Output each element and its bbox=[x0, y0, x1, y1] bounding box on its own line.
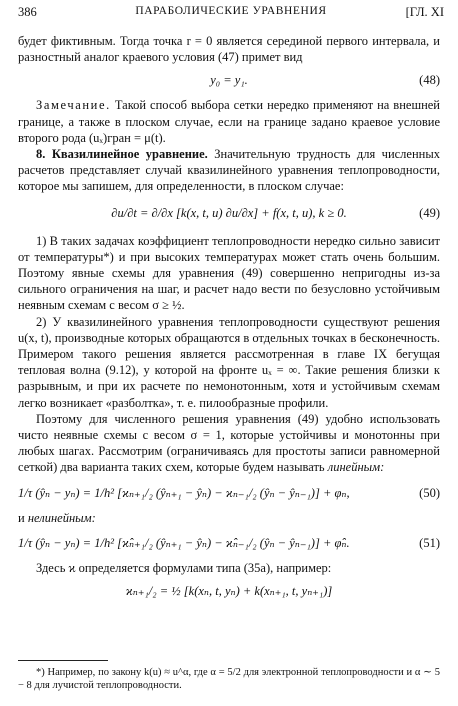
footnote-rule bbox=[18, 660, 108, 661]
section-8-heading: 8. Квазилинейное уравнение. bbox=[36, 147, 208, 162]
page-body bbox=[18, 33, 440, 606]
remark-text: Такой способ выбора сетки нередко применяют на внешней границе, а также в плоском случае, если на границе задано краевое условие второго рода (uₓ)гран = μ(t). bbox=[18, 98, 440, 145]
equation-48 bbox=[18, 69, 440, 91]
paragraph-4-text: Поэтому для численного решения уравнения (49) удобно использовать чисто неявные схемы с весом σ = 1, которые устойчивы и монотонны при любых шагах. Рассмотрим (ограничиваясь для простоты записи равномерной сеткой) два варианта таких схем, которые будем называть bbox=[18, 411, 440, 475]
equation-51-formula: 1/τ (ŷₙ − yₙ) = 1/h² [ϰ̂ₙ₊₁/₂ (ŷₙ₊₁ − ŷₙ) − ϰ̂ₙ₋₁/₂ (ŷₙ − ŷₙ₋₁)] + φ̂ₙ. bbox=[18, 535, 350, 550]
equation-49-formula: ∂u/∂t = ∂/∂x [k(x, t, u) ∂u/∂x] + f(x, t, u), k ≥ 0. bbox=[111, 205, 347, 220]
equation-49 bbox=[18, 198, 440, 228]
remark-label: Замечание. bbox=[36, 98, 111, 113]
paragraph-1: будет фиктивным. Тогда точка r = 0 является серединой первого интервала, и разностный аналог краевого условия (47) примет вид bbox=[18, 34, 440, 65]
running-title: ПАРАБОЛИЧЕСКИЕ УРАВНЕНИЯ bbox=[135, 5, 327, 17]
and-word: и bbox=[18, 510, 25, 525]
equation-49-number: (49) bbox=[419, 205, 440, 220]
section-8-text: Значительную трудность для численных расчетов представляет случай квазилинейного уравнения теплопроводности, которое мы запишем, для определенности, в плоском случае: bbox=[18, 147, 440, 194]
equation-kappa-formula: ϰₙ₊₁/₂ = ½ [k(xₙ, t, yₙ) + k(xₙ₊₁, t, yₙ₊₁)] bbox=[125, 584, 333, 599]
paragraph-5: Здесь ϰ определяется формулами типа (35а), например: bbox=[36, 560, 332, 575]
linear-term: линейным: bbox=[327, 460, 385, 475]
nonlinear-intro bbox=[18, 510, 440, 526]
equation-51 bbox=[18, 528, 440, 558]
equation-50-number: (50) bbox=[419, 485, 440, 500]
equation-50 bbox=[18, 478, 440, 508]
chapter-marker: [ГЛ. XI bbox=[405, 5, 444, 19]
equation-51-number: (51) bbox=[419, 535, 440, 550]
running-header bbox=[18, 5, 444, 23]
paragraph-3: 2) У квазилинейного уравнения теплопроводности существуют решения u(x, t), производные которых обращаются в отдельных точках в бесконечность. Примером такого решения является рассмотренная в главе IX бегущая тепловая волна (9.12), у которой на фронте uₓ = ∞. Такие решения близки к разрывным, и при их расчете по немонотонным, хотя и устойчивым схемам легко возникает «разболтка», т. е. пилообразные профили. bbox=[18, 314, 440, 410]
equation-48-formula: y₀ = y₁. bbox=[210, 73, 248, 88]
equation-50-formula: 1/τ (ŷₙ − yₙ) = 1/h² [ϰₙ₊₁/₂ (ŷₙ₊₁ − ŷₙ) − ϰₙ₋₁/₂ (ŷₙ − ŷₙ₋₁)] + φₙ, bbox=[18, 485, 350, 500]
paragraph-4 bbox=[18, 411, 440, 476]
paragraph-2: 1) В таких задачах коэффициент теплопроводности нередко сильно зависит от температуры*) и при высоких температурах может стать очень большим. Поэтому явные схемы для уравнения (49) совершенно непригодны из-за сильного ограничения на шаг, и расчет надо вести по безусловно устойчивым неявным схемам с весом σ ≥ ½. bbox=[18, 233, 440, 313]
nonlinear-term: нелинейным: bbox=[27, 510, 96, 525]
section-8-paragraph bbox=[18, 146, 440, 195]
remark-paragraph bbox=[18, 97, 440, 146]
equation-48-number: (48) bbox=[419, 73, 440, 88]
equation-kappa bbox=[18, 576, 440, 606]
page-number: 386 bbox=[18, 5, 37, 19]
footnote: *) Например, по закону k(u) ≈ u^α, где α = 5/2 для электронной теплопроводности и α ∼ 5 − 8 для лучистой теплопроводности. bbox=[18, 667, 440, 691]
